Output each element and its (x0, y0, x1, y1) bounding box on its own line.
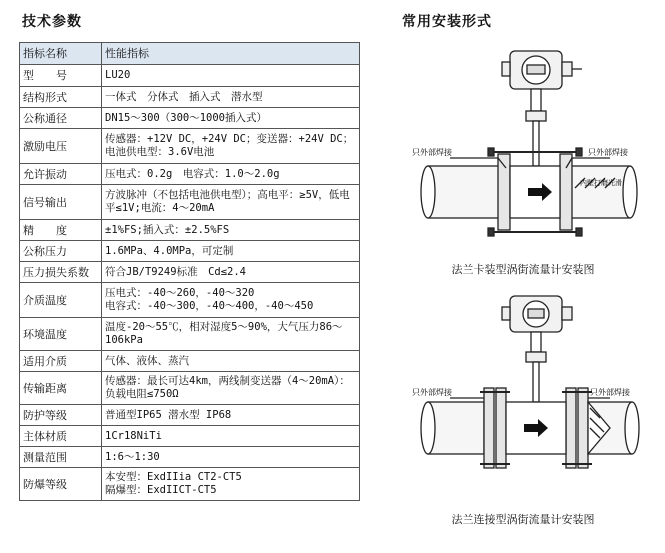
spec-value-cell: 一体式 分体式 插入式 潜水型 (102, 87, 360, 108)
table-row (20, 426, 360, 447)
spec-name-cell: 主体材质 (20, 426, 102, 447)
spec-name-cell: 防护等级 (20, 405, 102, 426)
table-row (20, 468, 360, 501)
spec-value-cell: ±1%FS;插入式：±2.5%FS (102, 220, 360, 241)
spec-table (19, 42, 360, 501)
flange-connection-install-figure (410, 288, 650, 503)
table-row (20, 283, 360, 318)
weld-label-right: 只外部焊接 (588, 148, 628, 157)
figure-caption-flange-clamp: 法兰卡装型涡街流量计安装图 (451, 263, 595, 276)
spec-name-cell: 压力损失系数 (20, 262, 102, 283)
polish-label: 内壁打磨光滑 (580, 179, 622, 187)
spec-name-cell: 允许振动 (20, 164, 102, 185)
table-row (20, 405, 360, 426)
spec-name-cell: 公称通径 (20, 108, 102, 129)
spec-name-cell: 激励电压 (20, 129, 102, 164)
table-row (20, 220, 360, 241)
spec-name-cell: 公称压力 (20, 241, 102, 262)
spec-name-cell: 信号输出 (20, 185, 102, 220)
flange-clamp-install-figure (410, 38, 650, 253)
header-cell-value: 性能指标 (102, 43, 360, 65)
spec-name-cell: 测量范围 (20, 447, 102, 468)
figure-caption-flange-connection: 法兰连接型涡街流量计安装图 (451, 513, 595, 526)
spec-name-cell: 环境温度 (20, 318, 102, 351)
spec-value-cell: 本安型：ExdIIia CT2-CT5 隔爆型：ExdIICT-CT5 (102, 468, 360, 501)
spec-name-cell: 适用介质 (20, 351, 102, 372)
weld-label-right: 只外部焊接 (590, 388, 630, 397)
spec-value-cell: DN15～300（300～1000插入式） (102, 108, 360, 129)
spec-value-cell: 1Cr18NiTi (102, 426, 360, 447)
header-cell-name: 指标名称 (20, 43, 102, 65)
spec-value-cell: 传感器：+12V DC，+24V DC；变送器：+24V DC；电池供电型：3.6V电池 (102, 129, 360, 164)
spec-value-cell: 气体、液体、蒸汽 (102, 351, 360, 372)
table-row (20, 372, 360, 405)
spec-name-cell: 精 度 (20, 220, 102, 241)
spec-value-cell: 普通型IP65 潜水型 IP68 (102, 405, 360, 426)
weld-label-left: 只外部焊接 (412, 148, 452, 157)
spec-value-cell: 符合JB/T9249标准 Cd≤2.4 (102, 262, 360, 283)
table-row (20, 108, 360, 129)
spec-value-cell: 1.6MPa、4.0MPa，可定制 (102, 241, 360, 262)
spec-value-cell: 压电式：0.2g 电容式：1.0～2.0g (102, 164, 360, 185)
table-row (20, 318, 360, 351)
table-row (20, 262, 360, 283)
table-row (20, 447, 360, 468)
spec-name-cell: 结构形式 (20, 87, 102, 108)
spec-value-cell: 压电式：-40～260，-40～320 电容式：-40～300，-40～400，-40～450 (102, 283, 360, 318)
table-row (20, 87, 360, 108)
spec-value-cell: 方波脉冲（不包括电池供电型）；高电平：≥5V，低电平≤1V;电流：4～20mA (102, 185, 360, 220)
weld-label-left: 只外部焊接 (412, 388, 452, 397)
spec-value-cell: 传感器：最长可达4km，两线制变送器（4～20mA）：负载电阻≤750Ω (102, 372, 360, 405)
table-row (20, 351, 360, 372)
table-row (20, 185, 360, 220)
install-forms-title: 常用安装形式 (402, 14, 492, 30)
spec-name-cell: 介质温度 (20, 283, 102, 318)
table-row (20, 129, 360, 164)
spec-name-cell: 传输距离 (20, 372, 102, 405)
table-header-row (20, 43, 360, 65)
tech-params-title: 技术参数 (22, 14, 82, 30)
table-row (20, 241, 360, 262)
table-row (20, 164, 360, 185)
spec-value-cell: 1:6～1:30 (102, 447, 360, 468)
spec-name-cell: 防爆等级 (20, 468, 102, 501)
spec-value-cell: 温度-20～55℃，相对湿度5～90%，大气压力86～106kPa (102, 318, 360, 351)
spec-value-cell: LU20 (102, 65, 360, 87)
spec-name-cell: 型 号 (20, 65, 102, 87)
table-row (20, 65, 360, 87)
